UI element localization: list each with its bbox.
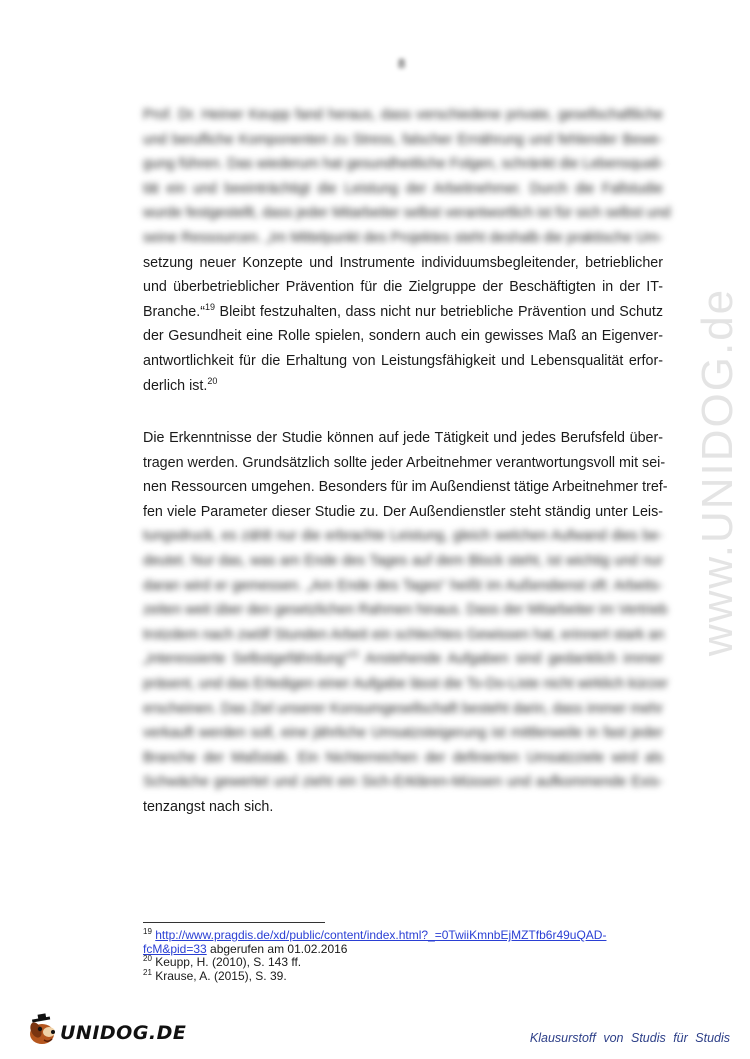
text-line: [143, 374, 663, 399]
text-line: [143, 647, 663, 672]
line-text: fen viele Parameter dieser Studie zu. Der Außendienstler steht ständig unter Leis-: [143, 503, 663, 520]
footnote-number: 21: [143, 967, 152, 977]
line-text: tenzangst nach sich.: [143, 798, 274, 815]
text-line: [143, 451, 666, 476]
text-line: [143, 598, 668, 623]
text-line: [143, 672, 669, 697]
footnote-19: [143, 929, 643, 956]
line-text: Branche der Maßstab. Ein Nichterreichen der definierten Umsatzziele wird als: [143, 749, 663, 766]
text-line: [143, 324, 663, 349]
text-line: [143, 623, 663, 648]
text-line: [143, 524, 663, 549]
footnotes: [143, 929, 643, 983]
line-text: Die Erkenntnisse der Studie können auf jede Tätigkeit und jedes Berufsfeld über-: [143, 430, 663, 446]
line-text: und überbetrieblicher Prävention für die Zielgruppe der Beschäftigten in der IT-: [143, 279, 663, 296]
line-text: antwortlichkeit für die Erhaltung von Leistungsfähigkeit und Lebensqualität erfor-: [143, 352, 663, 369]
watermark: www.UNIDOG.de: [693, 287, 742, 657]
line-text: präsent, und das Erledigen einer Aufgabe lässt die To-Do-Liste nicht wirklich kürzer: [143, 675, 669, 692]
text-line: [143, 226, 663, 251]
text-line: [143, 275, 663, 300]
logo-text: UNIDOG.DE: [60, 1022, 187, 1044]
line-text: der Gesundheit eine Rolle spielen, sondern auch ein gewisses Maß an Eigenver-: [143, 328, 663, 345]
footnote-number: 19: [143, 927, 152, 936]
line-text: tungsdruck, es zählt nur die erbrachte Leistung, gleich welchen Aufwand dies be-: [143, 528, 663, 545]
text-line: [143, 697, 663, 722]
dog-mascot-icon: [22, 1010, 62, 1050]
line-text: trotzdem nach zwölf Stunden Arbeit ein schlechtes Gewissen hat, erinnert stark an: [143, 626, 665, 643]
line-text: „interessierte Selbstgefährdung“: [143, 651, 350, 668]
line-text: daran wird er gemessen. „Am Ende des Tages“ heißt im Außendienst oft: Arbeits-: [143, 577, 663, 594]
line-text: verkauft werden soll, eine jährliche Umsatzsteigerung ist mittlerweile in fast jeder: [143, 725, 663, 742]
text-line: [143, 152, 663, 177]
text-line: [143, 549, 663, 574]
footnote-ref: 20: [207, 375, 218, 386]
text-line: [143, 251, 663, 276]
text-line: [143, 177, 663, 202]
footnote-access-date: abgerufen am 01.02.2016: [206, 941, 348, 956]
footnote-separator: [143, 922, 325, 923]
unidog-logo[interactable]: [22, 1010, 187, 1050]
text-line: [143, 721, 663, 746]
line-text-after-ref: Anstehende Aufgaben sind gedanklich immer: [359, 651, 663, 668]
text-line: [143, 426, 663, 451]
footnote-ref: 21: [349, 649, 360, 660]
line-text: deutet. Nur das, was am Ende des Tages auf dem Block steht, ist wichtig und nur: [143, 552, 663, 569]
paragraph-1: [143, 103, 671, 398]
line-text: Branche.“: [143, 303, 205, 320]
line-text: zeiten weit über den gesetzlichen Rahmen hinaus. Dass der Mitarbeiter im Vertrieb: [143, 602, 668, 619]
text-line: [143, 349, 663, 374]
line-text: tragen werden. Grundsätzlich sollte jeder Arbeitnehmer verantwortungsvoll mit sei-: [143, 454, 666, 471]
text-line: [143, 500, 663, 525]
footnote-text: Keupp, H. (2010), S. 143 ff.: [155, 955, 302, 969]
text-line: [143, 746, 663, 771]
paragraph-2: [143, 426, 669, 820]
line-text: Schwäche gewertet und zieht ein Sich-Erklären-Müssen und aufkommende Exis-: [143, 774, 663, 791]
line-text: derlich ist.: [143, 377, 208, 394]
text-line: [143, 574, 663, 599]
text-line: [143, 475, 668, 500]
line-text: erscheinen. Das Ziel unserer Konsumgesellschaft besteht darin, dass immer mehr: [143, 700, 663, 717]
page-number: 8: [398, 56, 406, 71]
line-text-after-ref: Bleibt festzuhalten, dass nicht nur betriebliche Prävention und Schutz: [215, 303, 663, 320]
footnote-link-line-2: fcM&pid=33: [143, 941, 207, 956]
text-line: [143, 795, 663, 820]
text-line: [143, 128, 663, 153]
footnote-21: [143, 967, 643, 984]
footnote-ref: 19: [204, 301, 215, 312]
text-line: [143, 300, 663, 325]
footnote-text: Krause, A. (2015), S. 39.: [155, 968, 287, 983]
footnote-20: [143, 956, 643, 970]
line-text: und berufliche Komponenten zu Stress, falscher Ernährung und fehlender Bewe-: [143, 131, 663, 148]
text-line: [143, 770, 663, 795]
line-text: seine Ressourcen. „Im Mittelpunkt des Projektes steht deshalb die praktische Um-: [143, 229, 663, 246]
line-text: setzung neuer Konzepte und Instrumente individuumsbegleitender, betrieblicher: [143, 254, 663, 271]
line-text: tät ein und beeinträchtigt die Leistung der Arbeitnehmer. Durch die Fallstudie: [143, 180, 663, 197]
tagline: Klausurstoff von Studis für Studis: [529, 1031, 730, 1045]
text-line: [143, 201, 671, 226]
line-text: Prof. Dr. Heiner Keupp fand heraus, dass verschiedene private, gesellschaftliche: [143, 107, 663, 123]
footnote-link-line-1: http://www.pragdis.de/xd/public/content/index.html?_=0TwiiKmnbEjMZTfb6r49uQAD-: [155, 928, 607, 942]
text-line: [143, 103, 663, 128]
line-text: nen Ressourcen umgehen. Besonders für im Außendienst tätige Arbeitnehmer tref-: [143, 479, 668, 496]
footnote-number: 20: [143, 954, 152, 963]
line-text: wurde festgestellt, dass jeder Mitarbeiter selbst verantwortlich ist für sich selbst und: [143, 205, 671, 222]
line-text: gung führen. Das wiederum hat gesundheitliche Folgen, schränkt die Lebensquali-: [143, 156, 665, 173]
